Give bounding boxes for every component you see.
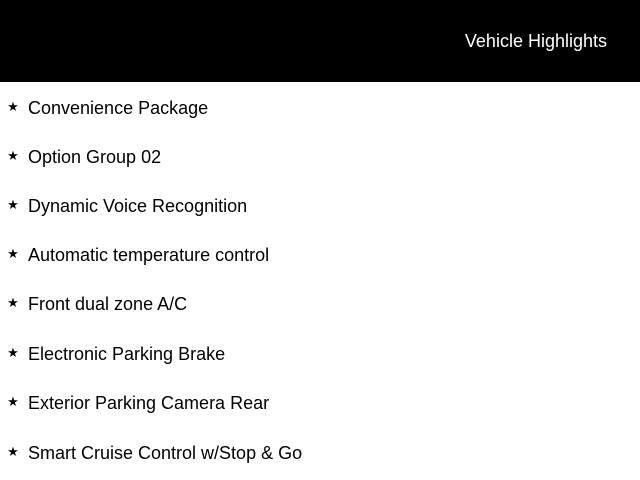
- star-icon: ★: [7, 148, 19, 163]
- star-icon: ★: [7, 197, 19, 212]
- star-icon: ★: [7, 246, 19, 261]
- star-icon: ★: [7, 394, 19, 409]
- list-item-label: Front dual zone A/C: [28, 294, 188, 314]
- list-item: [0, 194, 640, 218]
- star-icon: ★: [7, 345, 19, 360]
- list-item: [0, 292, 640, 316]
- list-item: [0, 243, 640, 267]
- list-item: [0, 391, 640, 415]
- list-item-label: Electronic Parking Brake: [28, 344, 226, 364]
- list-item-label: Dynamic Voice Recognition: [28, 196, 248, 216]
- list-item: [0, 96, 640, 120]
- list-item: [0, 441, 640, 465]
- list-item: [0, 342, 640, 366]
- list-item-label: Exterior Parking Camera Rear: [28, 393, 270, 413]
- list-item-label: Automatic temperature control: [28, 245, 270, 265]
- list-item-label: Convenience Package: [28, 98, 209, 118]
- star-icon: ★: [7, 295, 19, 310]
- list-item-label: Smart Cruise Control w/Stop & Go: [28, 443, 303, 463]
- star-icon: ★: [7, 444, 19, 459]
- star-icon: ★: [7, 99, 19, 114]
- header-bar: [0, 0, 640, 82]
- page-title: Vehicle Highlights: [464, 31, 607, 51]
- list-item-label: Option Group 02: [28, 147, 162, 167]
- list-item: [0, 145, 640, 169]
